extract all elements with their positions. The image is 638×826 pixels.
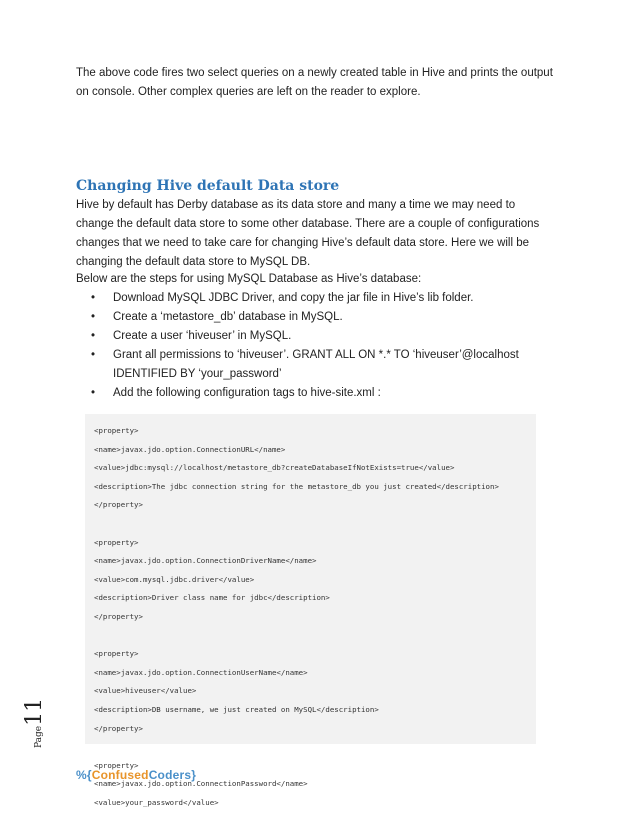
list-item — [76, 308, 556, 327]
code-line: </property> — [94, 723, 143, 733]
list-item — [76, 346, 556, 384]
list-item-text: Grant all permissions to ‘hiveuser’. GRANT ALL ON *.* TO ‘hiveuser’@localhost IDENTIFIED BY ‘your_password’ — [113, 349, 519, 380]
list-item-text: Add the following configuration tags to hive-site.xml : — [113, 387, 381, 399]
bullet-icon: • — [91, 292, 96, 304]
code-line: <description>The jdbc connection string for the metastore_db you just created</description> — [94, 481, 499, 491]
logo-confused: Confused — [91, 768, 149, 782]
code-line: </property> — [94, 611, 143, 621]
list-item — [76, 289, 556, 308]
code-line: <property> — [94, 537, 139, 547]
section-paragraph-2: Below are the steps for using MySQL Database as Hive’s database: — [76, 273, 422, 285]
bullet-icon: • — [91, 330, 96, 342]
list-item-text: Create a user ‘hiveuser’ in MySQL. — [113, 330, 292, 342]
code-line: <name>javax.jdo.option.ConnectionPassword</name> — [94, 779, 308, 789]
code-line — [94, 738, 499, 757]
code-line — [94, 515, 499, 534]
bullet-icon: • — [91, 387, 96, 399]
bullet-icon: • — [91, 311, 96, 323]
code-line: <property> — [94, 426, 139, 435]
code-line: <value>jdbc:mysql://localhost/metastore_db?createDatabaseIfNotExists=true</value> — [94, 463, 455, 473]
code-line: <name>javax.jdo.option.ConnectionDriverName</name> — [94, 556, 317, 566]
code-lines — [91, 422, 499, 812]
page-word: Page — [34, 725, 44, 748]
code-line: <description>DB username, we just created on MySQL</description> — [94, 704, 379, 714]
section-paragraph-1: Hive by default has Derby database as its data store and many a time we may need to change the default data store to some other database. There are a couple of configurations changes that we need to take care for changing Hive’s default data store. Here we will be changing the default data store to MySQL DB. — [76, 199, 540, 268]
list-item-text: Create a ‘metastore_db’ database in MySQL. — [113, 311, 343, 323]
logo-suffix: } — [191, 768, 197, 782]
list-item — [76, 327, 556, 346]
intro-paragraph: The above code fires two select queries on a newly created table in Hive and prints the output on console. Other complex queries are left on the reader to explore. — [76, 67, 553, 98]
code-line: <value>your_password</value> — [94, 797, 219, 807]
code-line: <value>hiveuser</value> — [94, 686, 197, 696]
page-number: 11 — [22, 697, 47, 726]
bullet-icon: • — [91, 349, 96, 361]
list-item — [76, 384, 556, 403]
steps-list — [76, 289, 556, 403]
page-number-label — [18, 697, 58, 748]
code-line: <property> — [94, 760, 139, 770]
list-item-text: Download MySQL JDBC Driver, and copy the jar file in Hive’s lib folder. — [113, 292, 474, 304]
section-heading: Changing Hive default Data store — [76, 178, 340, 194]
logo-coders: Coders — [148, 768, 192, 782]
code-line — [94, 627, 499, 646]
code-line: <value>com.mysql.jdbc.driver</value> — [94, 574, 255, 584]
code-line: <name>javax.jdo.option.ConnectionUserName</name> — [94, 667, 308, 677]
confused-coders-logo — [76, 768, 196, 782]
code-line: <description>Driver class name for jdbc</description> — [94, 593, 330, 603]
code-line: </property> — [94, 500, 143, 510]
code-line: <property> — [94, 649, 139, 659]
logo-prefix: %{ — [76, 768, 92, 782]
code-line: <name>javax.jdo.option.ConnectionURL</name> — [94, 444, 286, 454]
